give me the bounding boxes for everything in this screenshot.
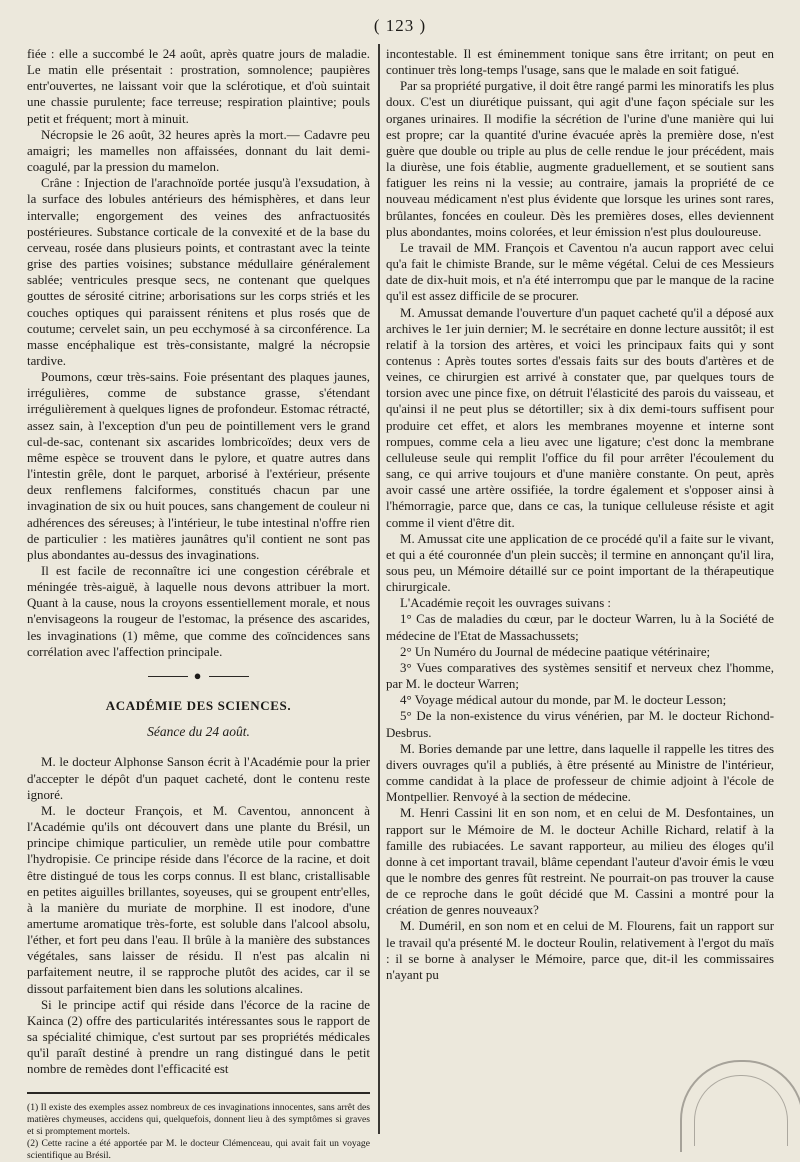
list-item: 1° Cas de maladies du cœur, par le docteur Warren, lu à la Société de médecine de l'Etat de Massachussets; [386,612,774,643]
paragraph: Par sa propriété purgative, il doit être rangé parmi les minoratifs les plus doux. C'est un diurétique puissant, qui agit d'une façon spéciale sur les organes urinaires. Il modifie la sécrétion de l'urine d'une manière qui lui est propre; car la quantité d'urine évacuée après la première dose, n'est guère que double ou triple au plus de celle rendue le jour précédent, mais la diurèse, une fois établie, augmente graduellement, et se soutient sans fatiguer les reins ni la vessie; au contraire, jamais la propriété de ce nouveau médicament n'est plus évidente que lorsque les urines sont rares, brûlantes, foncées en couleur. Dès les premières doses, elles deviennent plus abondantes, moins colorées, et leur émission n'est plus douloureuse. [386,79,774,239]
list-item: 2° Un Numéro du Journal de médecine paatique vétérinaire; [400,644,711,659]
paragraph: L'Académie reçoit les ouvrages suivans : [400,596,612,611]
paragraph: M. Bories demande par une lettre, dans laquelle il rappelle les titres des divers ouvrages qu'il a publiés, à être présenté au Ministre de l'intérieur, comme candidat à la place de professeur de chimie adjoint à l'école de Montpellier. Renvoyé à la section de médecine. [386,741,774,805]
section-title: ACADÉMIE DES SCIENCES. [105,698,292,714]
list-item: 3° Vues comparatives des systèmes sensitif et nerveux chez l'homme, par M. le docteur Warren; [386,660,774,692]
paragraph: M. Amussat demande l'ouverture d'un paquet cacheté qu'il a déposé aux archives le 1er juin dernier; M. le secrétaire en donne lecture aussitôt; il est relatif à la torsion des artères, et voici les principaux faits qui y sont contenus : Après toutes sortes d'essais faits sur des bouts d'artères et de veines, ce chirurgien est arrivé à constater que, par quelques tours de torsion avec une pince fixe, on détruit l'élasticité des parois du vaisseau, et qu'ainsi il ne peut plus se détortiller; six à dix demi-tours suffisent pour produire cet effet, et alors les membranes moyenne et interne sont rompues, comme cela a lieu avec une ligature; c'est donc la membrane celluleuse seule qui remplit l'office du fil pour arrêter l'écoulement du sang, ce qui arrive toujours et d'une manière constante. On peut, après avoir cassé une artère ossifiée, la tordre également et s'opposer ainsi à l'hémorragie, parce que, dans ce cas, la tunique celluleuse résiste et agit comme il vient d'être dit. [386,305,774,530]
footnotes [27,1092,370,1162]
paragraph: Le travail de MM. François et Caventou n'a aucun rapport avec celui qu'a fait le chimiste Brande, sur le même végétal. Celui de ces Messieurs date de dix-huit mois, et n'a été interrompu que par le manque de la racine qu'il est assez difficile de se procurer. [386,240,774,304]
left-column [27,46,370,1162]
paragraph: Nécropsie le 26 août, 32 heures après la mort.— Cadavre peu amaigri; les mamelles non affaissées, donnant du lait demi-coagulé, par la pression du mamelon. [27,127,370,175]
footnote: (1) Il existe des exemples assez nombreux de ces invaginations innocentes, sans arrêt des matières chymeuses, accidens qui, quelquefois, donnent lieu à des symptômes si graves et si promptement mortels. [27,1101,370,1137]
paragraph: Si le principe actif qui réside dans l'écorce de la racine de Kainca (2) offre des particularités intéressantes sous le rapport de sa spécialité chimique, c'est surtout par ses propriétés médicales qu'il paraît destiné à prendre un rang distingué dans le petit nombre de remèdes dont l'efficacité est [27,997,370,1077]
list-item: 5° De la non-existence du virus vénérien, par M. le docteur Richond-Desbrus. [386,709,774,740]
right-column [386,46,774,983]
section-ornament: ● [27,668,370,684]
paragraph: M. le docteur Alphonse Sanson écrit à l'Académie pour la prier d'accepter le dépôt d'un paquet cacheté, dont le contenu reste ignoré. [27,755,370,802]
paragraph: M. Duméril, en son nom et en celui de M. Flourens, fait un rapport sur le travail qu'a présenté M. le docteur Roulin, relativement à l'ergot du maïs : il se borne à analyser le Mémoire, parce que, dit-il les commissaires n'ayant pu [386,919,774,982]
list-item: 4° Voyage médical autour du monde, par M. le docteur Lesson; [400,693,727,708]
paragraph: M. Henri Cassini lit en son nom, et en celui de M. Desfontaines, un rapport sur le Mémoire de M. le docteur Achille Richard, relatif à la famille des rubiacées. Le savant rapporteur, au milieu des éloges qu'il donne à cet important travail, blâme cependant l'auteur d'avoir émis le vœu que le nombre des genres fût restreint. Ne pourrait-on pas trouver la cause de ce reproche dans le goût décidé que M. Cassini a montré pour la création de genres nouveaux? [386,806,774,918]
paragraph: fiée : elle a succombé le 24 août, après quatre jours de maladie. Le matin elle présentait : prostration, somnolence; paupières entr'ouvertes, ne laissant voir que la sclérotique, et d'où suintait une chassie purulente; face terreuse; respiration plaintive; pouls petit et fréquent; mort à minuit. [27,47,370,126]
section-subtitle: Séance du 24 août. [147,724,250,740]
column-divider [378,44,380,1134]
footnote: (2) Cette racine a été apportée par M. le docteur Clémenceau, qui avait fait un voyage scientifique au Brésil. [27,1137,370,1161]
paragraph: Il est facile de reconnaître ici une congestion cérébrale et méningée très-aiguë, à laquelle nous devons attribuer la mort. Quant à la cause, nous la croyons essentiellement morale, et nous n'envisageons la rougeur de l'estomac, la présence des ascarides, les invaginations (1) même, que comme des coïncidences sans corrélation avec l'affection principale. [27,564,370,659]
paragraph: M. le docteur François, et M. Caventou, annoncent à l'Académie qu'ils ont découvert dans une plante du Brésil, un principe chimique particulier, un remède utile pour combattre l'hydropisie. Ce principe réside dans l'écorce de la racine, et doit être distingué de tous les corps connus. Il est blanc, cristallisable en petites aiguilles brillantes, soyeuses, qui se groupent entr'elles, à la manière du muriate de morphine. Il est inodore, d'une amertume aromatique très-forte, est soluble dans l'alcool absolu, l'éther, et fort peu dans l'eau. Il brûle à la manière des substances végétales, sans laisser de résidu. Il n'est pas alcalin ni parfaitement neutre, il se rapproche plutôt des acides, car il se dissout parfaitement bien dans les solutions alcalines. [27,803,370,996]
page-number: ( 123 ) [373,16,427,35]
paragraph: Poumons, cœur très-sains. Foie présentant des plaques jaunes, irrégulières, comme de substance grasse, s'étendant irrégulièrement à quelques lignes de profondeur. Estomac rétracté, assez sain, à l'exception d'un peu de pointillement vers le grand cul-de-sac, contenant six ascarides lombricoïdes; deux vers de même espèce se trouvent dans le pylore, et quatre autres dans l'intestin grêle, dont le parquet, arborisé à l'extérieur, présente deux renflemens falciformes, constitués chacun par une invagination de six ou huit pouces, sans changement de couleur ni adhérences des séreuses; à l'intérieur, le tube intestinal n'offre rien de particulier : les matières jaunâtres qu'il contient ne sont pas plus abondantes au-dessus des invaginations. [27,370,370,562]
paragraph: Crâne : Injection de l'arachnoïde portée jusqu'à l'exsudation, à la surface des lobules antérieurs des hémisphères, et dans leur intervalle; engorgement des veines des anfractuosités postérieures. Substance corticale de la convexité et de la base du cerveau, rosée dans plusieurs points, et contrastant avec la teinte grise des parties voisines; substance médullaire généralement sablée; ventricules presque secs, ne contenant que quelques gouttes de sérosité citrine; arborisations sur les corps striés et les couches optiques qui paraissent rénitens et plus rosés que de coutume; cervelet sain, un peu ecchymosé à sa circonférence. La masse encéphalique est très-consistante, malgré la nécropsie tardive. [27,176,370,368]
paragraph: incontestable. Il est éminemment tonique sans être irritant; on peut en continuer très long-temps l'usage, sans que le malade en soit fatigué. [386,47,774,78]
paragraph: M. Amussat cite une application de ce procédé qu'il a faite sur le vivant, et qui a été couronnée d'un plein succès; il termine en annonçant qu'il lira, sous peu, un Mémoire détaillé sur ce point important de la thérapeutique chirurgicale. [386,531,774,595]
